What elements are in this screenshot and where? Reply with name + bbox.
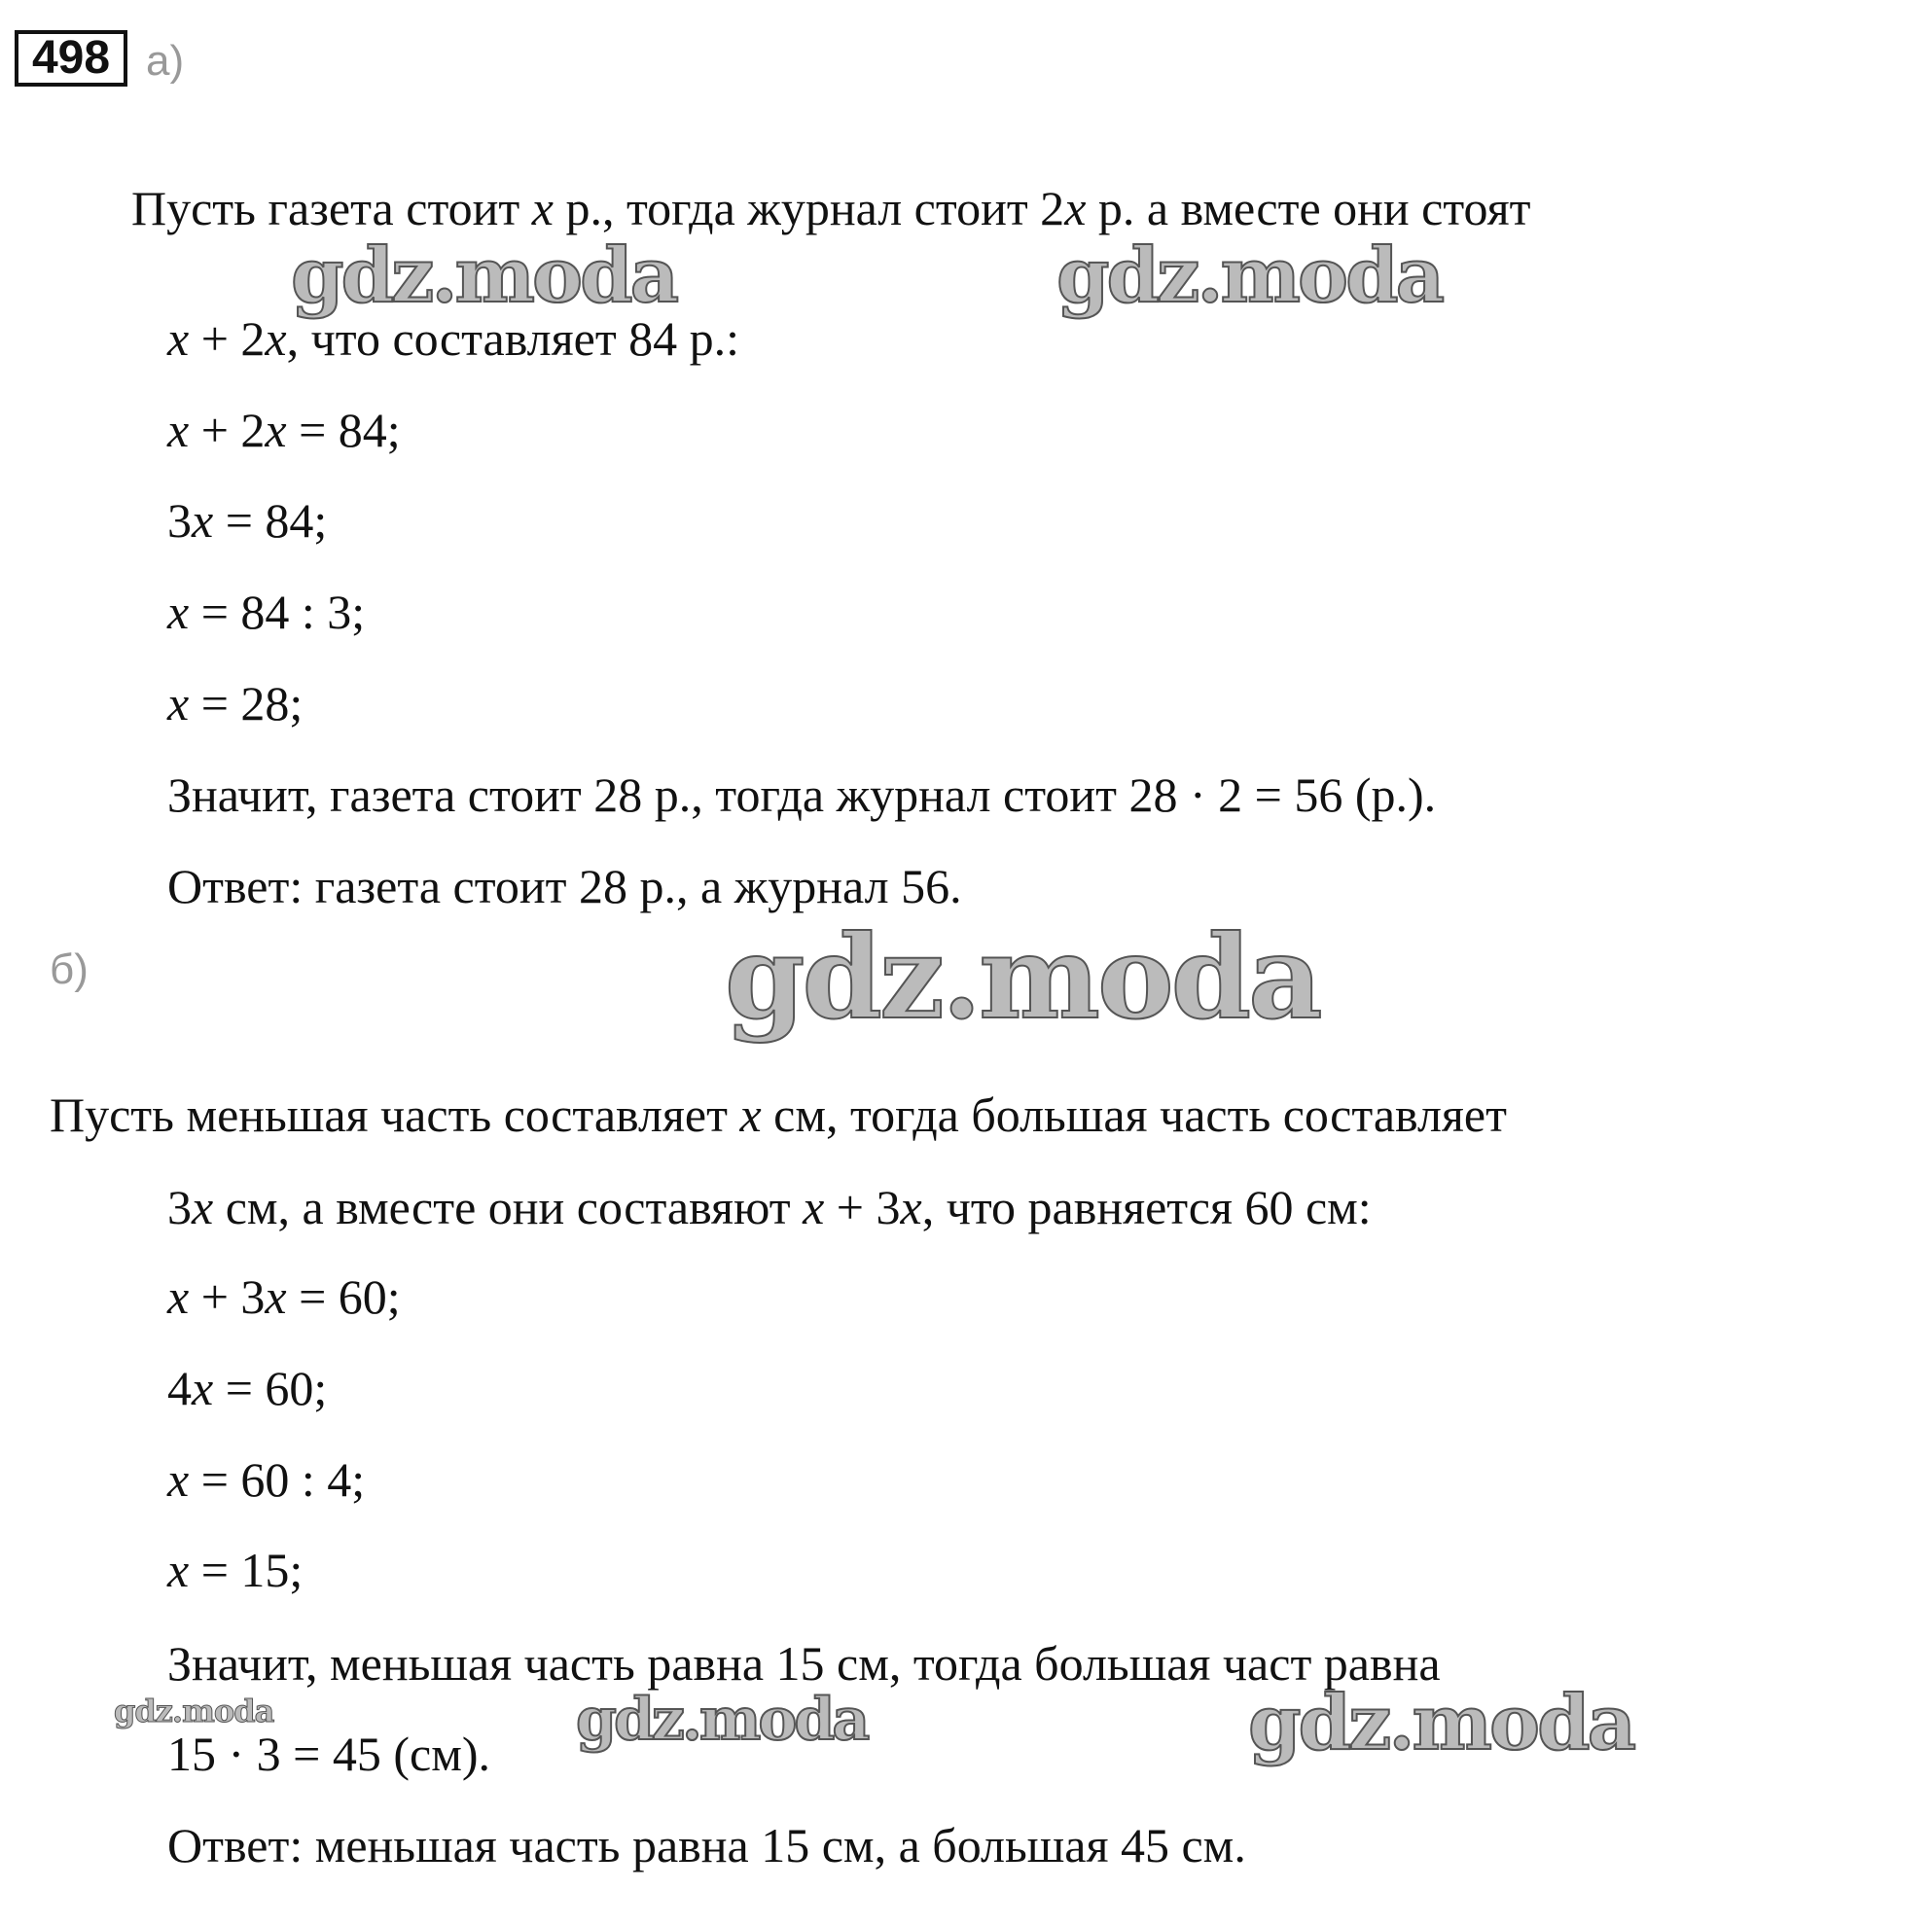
part-b-label: б) bbox=[50, 945, 89, 993]
equation-line: x + 2x = 84; bbox=[167, 403, 401, 457]
solution-line: 3x см, а вместе они составяют x + 3x, что равняется 60 см: bbox=[167, 1180, 1372, 1234]
watermark: gdz.moda bbox=[114, 1693, 274, 1729]
equation-line: x = 28; bbox=[167, 676, 304, 731]
solution-line: 15 · 3 = 45 (см). bbox=[167, 1727, 490, 1781]
watermark: gdz.moda bbox=[1248, 1679, 1634, 1767]
answer-line: Ответ: газета стоит 28 р., а журнал 56. bbox=[167, 859, 962, 913]
solution-line: x + 2x, что составляет 84 р.: bbox=[167, 311, 740, 366]
solution-line: Пусть меньшая часть составляет x см, тогда большая часть составляет bbox=[50, 1087, 1507, 1142]
solution-line: Значит, газета стоит 28 р., тогда журнал стоит 28 · 2 = 56 (р.). bbox=[167, 767, 1437, 822]
equation-line: x = 15; bbox=[167, 1543, 304, 1597]
solution-line: Пусть газета стоит x р., тогда журнал стоит 2x р. а вместе они стоят bbox=[131, 181, 1531, 235]
task-number: 498 bbox=[15, 30, 127, 87]
equation-line: 4x = 60; bbox=[167, 1361, 328, 1415]
equation-line: 3x = 84; bbox=[167, 493, 328, 548]
watermark: gdz.moda bbox=[725, 909, 1320, 1045]
part-a-label: а) bbox=[146, 37, 185, 85]
watermark: gdz.moda bbox=[1056, 232, 1443, 320]
equation-line: x = 60 : 4; bbox=[167, 1452, 366, 1507]
watermark: gdz.moda bbox=[291, 232, 677, 320]
answer-line: Ответ: меньшая часть равна 15 см, а большая 45 см. bbox=[167, 1818, 1246, 1872]
watermark: gdz.moda bbox=[576, 1686, 868, 1754]
equation-line: x = 84 : 3; bbox=[167, 585, 366, 639]
equation-line: x + 3x = 60; bbox=[167, 1269, 401, 1324]
solution-line: Значит, меньшая часть равна 15 см, тогда большая част равна bbox=[167, 1636, 1441, 1691]
